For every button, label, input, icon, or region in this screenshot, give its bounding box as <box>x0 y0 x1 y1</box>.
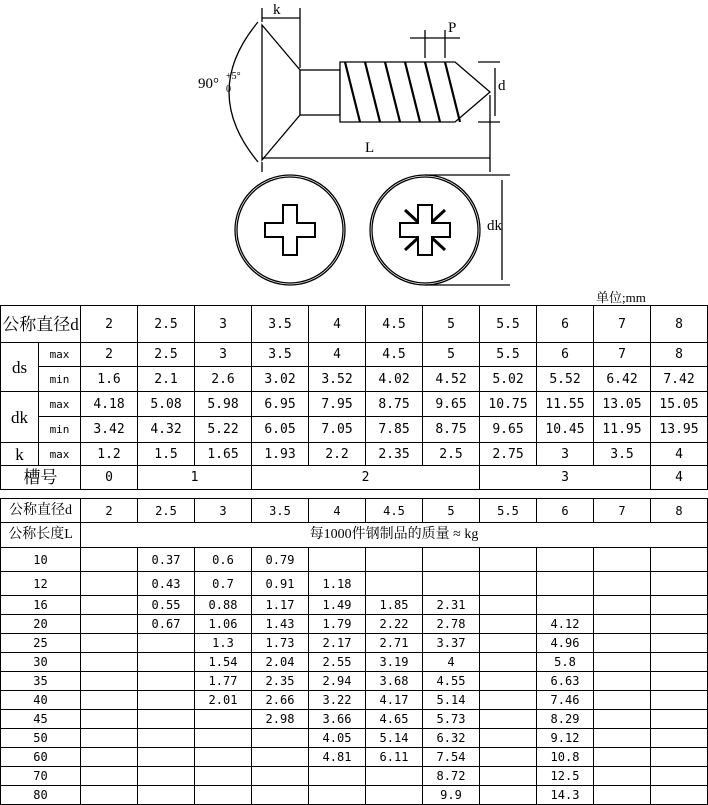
mass-cell <box>366 548 423 572</box>
ds-min-cell: 6.42 <box>594 367 651 392</box>
mass-cell: 2.55 <box>309 653 366 672</box>
diameter-cell: 2.5 <box>138 499 195 523</box>
dk-max-cell: 15.05 <box>651 392 708 417</box>
mass-cell <box>480 572 537 596</box>
mass-cell <box>594 653 651 672</box>
p-label: P <box>448 20 457 36</box>
table-row <box>1 596 708 615</box>
mass-cell: 3.68 <box>366 672 423 691</box>
k-max-cell: 1.65 <box>195 443 252 466</box>
table-row <box>1 417 708 443</box>
mass-cell: 1.77 <box>195 672 252 691</box>
mass-cell <box>594 729 651 748</box>
mass-cell <box>81 596 138 615</box>
mass-cell: 0.67 <box>138 615 195 634</box>
mass-cell: 2.35 <box>252 672 309 691</box>
diameter-cell: 6 <box>537 306 594 343</box>
mass-cell <box>366 786 423 805</box>
mass-cell <box>138 767 195 786</box>
mass-cell <box>81 767 138 786</box>
k-max-cell: 4 <box>651 443 708 466</box>
mass-cell: 3.37 <box>423 634 480 653</box>
slot-number-cell: 4 <box>651 466 708 490</box>
diameter-cell: 2 <box>81 499 138 523</box>
ds-min-cell: 2.6 <box>195 367 252 392</box>
ds-max-cell: 8 <box>651 343 708 367</box>
mass-cell <box>651 615 708 634</box>
mass-cell <box>480 634 537 653</box>
ds-max-cell: 6 <box>537 343 594 367</box>
mass-cell: 6.11 <box>366 748 423 767</box>
dk-max-cell: 8.75 <box>366 392 423 417</box>
diameter-cell: 5 <box>423 306 480 343</box>
dk-max-cell: 6.95 <box>252 392 309 417</box>
mass-cell: 6.32 <box>423 729 480 748</box>
mass-cell <box>81 786 138 805</box>
mass-cell <box>309 767 366 786</box>
mass-cell: 5.14 <box>423 691 480 710</box>
mass-cell: 7.54 <box>423 748 480 767</box>
mass-cell <box>366 767 423 786</box>
mass-cell <box>252 786 309 805</box>
table-row <box>1 306 708 343</box>
mass-cell: 2.94 <box>309 672 366 691</box>
table-row <box>1 367 708 392</box>
nominal-diameter-header: 公称直径d <box>1 499 81 523</box>
k-max-cell: 3 <box>537 443 594 466</box>
l-label: L <box>365 140 375 156</box>
mass-cell: 1.18 <box>309 572 366 596</box>
mass-cell <box>480 548 537 572</box>
mass-cell: 0.55 <box>138 596 195 615</box>
mass-cell <box>366 572 423 596</box>
mass-cell <box>423 572 480 596</box>
table-row <box>1 767 708 786</box>
dk-min-cell: 8.75 <box>423 417 480 443</box>
mass-cell <box>651 653 708 672</box>
dk-label: dk <box>487 218 502 234</box>
mass-cell: 3.22 <box>309 691 366 710</box>
ds-max-cell: 5.5 <box>480 343 537 367</box>
table-row <box>1 748 708 767</box>
table-row <box>1 653 708 672</box>
mass-cell <box>138 710 195 729</box>
ds-min-cell: 1.6 <box>81 367 138 392</box>
ds-max-cell: 4.5 <box>366 343 423 367</box>
mass-cell: 5.8 <box>537 653 594 672</box>
mass-cell <box>594 548 651 572</box>
slot-number-label: 槽号 <box>1 466 81 490</box>
mass-cell <box>480 615 537 634</box>
min-label: min <box>39 367 81 392</box>
ds-max-cell: 5 <box>423 343 480 367</box>
diameter-cell: 5.5 <box>480 306 537 343</box>
dk-min-cell: 11.95 <box>594 417 651 443</box>
diameter-cell: 4 <box>309 306 366 343</box>
dk-min-cell: 10.45 <box>537 417 594 443</box>
diameter-cell: 4.5 <box>366 306 423 343</box>
max-label: max <box>39 443 81 466</box>
mass-cell <box>651 596 708 615</box>
table-row <box>1 466 708 490</box>
length-cell: 35 <box>1 672 81 691</box>
mass-cell <box>651 767 708 786</box>
dk-min-cell: 5.22 <box>195 417 252 443</box>
mass-cell <box>594 572 651 596</box>
mass-cell: 8.72 <box>423 767 480 786</box>
diameter-cell: 5 <box>423 499 480 523</box>
diameter-cell: 3 <box>195 499 252 523</box>
ds-min-cell: 5.02 <box>480 367 537 392</box>
length-cell: 80 <box>1 786 81 805</box>
mass-cell <box>252 748 309 767</box>
ds-min-cell: 3.02 <box>252 367 309 392</box>
table-row <box>1 523 708 548</box>
mass-cell: 10.8 <box>537 748 594 767</box>
mass-cell: 4.96 <box>537 634 594 653</box>
mass-cell: 4.65 <box>366 710 423 729</box>
length-cell: 40 <box>1 691 81 710</box>
k-max-cell: 2.75 <box>480 443 537 466</box>
mass-cell <box>81 672 138 691</box>
mass-cell <box>651 748 708 767</box>
dk-min-cell: 7.05 <box>309 417 366 443</box>
mass-cell: 1.43 <box>252 615 309 634</box>
table-row <box>1 729 708 748</box>
mass-cell: 2.71 <box>366 634 423 653</box>
angle-tol-plus: +5° <box>226 71 241 82</box>
angle-label: 90° <box>198 76 219 92</box>
table-row <box>1 691 708 710</box>
unit-label: 单位;mm <box>596 290 646 305</box>
mass-cell: 5.14 <box>366 729 423 748</box>
mass-cell <box>309 548 366 572</box>
mass-cell: 2.78 <box>423 615 480 634</box>
length-cell: 20 <box>1 615 81 634</box>
length-cell: 30 <box>1 653 81 672</box>
mass-cell <box>594 710 651 729</box>
mass-cell: 12.5 <box>537 767 594 786</box>
table-row <box>1 392 708 417</box>
dk-max-cell: 5.98 <box>195 392 252 417</box>
mass-cell: 1.79 <box>309 615 366 634</box>
diameter-cell: 2 <box>81 306 138 343</box>
dk-min-cell: 9.65 <box>480 417 537 443</box>
length-cell: 25 <box>1 634 81 653</box>
table-row <box>1 710 708 729</box>
dimension-table <box>0 305 708 490</box>
mass-cell <box>138 786 195 805</box>
mass-cell: 0.43 <box>138 572 195 596</box>
max-label: max <box>39 392 81 417</box>
mass-cell <box>594 767 651 786</box>
max-label: max <box>39 343 81 367</box>
slot-number-cell: 1 <box>138 466 252 490</box>
mass-cell <box>195 710 252 729</box>
dk-min-cell: 13.95 <box>651 417 708 443</box>
ds-min-cell: 7.42 <box>651 367 708 392</box>
table-row <box>1 499 708 523</box>
ds-max-cell: 2 <box>81 343 138 367</box>
mass-cell <box>480 748 537 767</box>
mass-cell <box>480 710 537 729</box>
dk-label: dk <box>1 392 39 443</box>
ds-max-cell: 2.5 <box>138 343 195 367</box>
mass-cell: 1.49 <box>309 596 366 615</box>
table-row <box>1 548 708 572</box>
mass-cell <box>81 615 138 634</box>
mass-cell: 0.37 <box>138 548 195 572</box>
mass-cell <box>252 729 309 748</box>
mass-cell: 2.22 <box>366 615 423 634</box>
mass-cell: 4.81 <box>309 748 366 767</box>
mass-cell: 4.05 <box>309 729 366 748</box>
dk-min-cell: 7.85 <box>366 417 423 443</box>
diameter-cell: 5.5 <box>480 499 537 523</box>
mass-cell <box>309 786 366 805</box>
mass-cell: 1.17 <box>252 596 309 615</box>
nominal-length-header: 公称长度L <box>1 523 81 548</box>
nominal-diameter-header: 公称直径d <box>1 306 81 343</box>
mass-cell <box>537 572 594 596</box>
mass-cell <box>138 691 195 710</box>
mass-cell: 0.88 <box>195 596 252 615</box>
mass-caption: 每1000件钢制品的质量 ≈ kg <box>81 523 708 548</box>
mass-cell <box>537 596 594 615</box>
ds-min-cell: 3.52 <box>309 367 366 392</box>
mass-cell <box>195 767 252 786</box>
mass-cell <box>81 691 138 710</box>
mass-cell <box>480 672 537 691</box>
mass-cell <box>651 634 708 653</box>
mass-cell <box>480 729 537 748</box>
mass-cell <box>81 710 138 729</box>
slot-number-cell: 0 <box>81 466 138 490</box>
mass-cell: 8.29 <box>537 710 594 729</box>
mass-cell <box>195 729 252 748</box>
mass-cell <box>594 596 651 615</box>
diameter-cell: 6 <box>537 499 594 523</box>
diameter-cell: 3.5 <box>252 306 309 343</box>
length-cell: 70 <box>1 767 81 786</box>
mass-cell <box>651 786 708 805</box>
dk-min-cell: 6.05 <box>252 417 309 443</box>
table-row <box>1 343 708 367</box>
mass-cell: 0.79 <box>252 548 309 572</box>
mass-cell <box>81 548 138 572</box>
mass-cell: 4 <box>423 653 480 672</box>
mass-cell: 4.55 <box>423 672 480 691</box>
mass-cell: 2.01 <box>195 691 252 710</box>
mass-cell <box>480 786 537 805</box>
k-max-cell: 1.93 <box>252 443 309 466</box>
diameter-cell: 7 <box>594 499 651 523</box>
mass-cell <box>651 572 708 596</box>
ds-max-cell: 4 <box>309 343 366 367</box>
mass-cell: 3.19 <box>366 653 423 672</box>
mass-cell: 0.7 <box>195 572 252 596</box>
length-cell: 16 <box>1 596 81 615</box>
length-cell: 45 <box>1 710 81 729</box>
mass-cell: 5.73 <box>423 710 480 729</box>
mass-cell <box>81 634 138 653</box>
mass-cell: 0.91 <box>252 572 309 596</box>
k-max-cell: 2.2 <box>309 443 366 466</box>
dk-min-cell: 4.32 <box>138 417 195 443</box>
mass-cell <box>195 748 252 767</box>
k-max-cell: 1.2 <box>81 443 138 466</box>
mass-cell <box>423 548 480 572</box>
mass-cell <box>480 691 537 710</box>
slot-number-cell: 3 <box>480 466 651 490</box>
dk-max-cell: 9.65 <box>423 392 480 417</box>
mass-cell <box>594 786 651 805</box>
mass-cell <box>138 653 195 672</box>
length-cell: 60 <box>1 748 81 767</box>
slot-number-cell: 2 <box>252 466 480 490</box>
mass-cell <box>594 748 651 767</box>
mass-cell: 3.66 <box>309 710 366 729</box>
mass-cell <box>594 634 651 653</box>
dk-max-cell: 4.18 <box>81 392 138 417</box>
mass-cell: 7.46 <box>537 691 594 710</box>
table-row <box>1 572 708 596</box>
table-row <box>1 443 708 466</box>
mass-cell <box>480 596 537 615</box>
mass-cell: 2.66 <box>252 691 309 710</box>
screw-drawing <box>0 0 708 290</box>
dk-max-cell: 13.05 <box>594 392 651 417</box>
mass-cell: 1.54 <box>195 653 252 672</box>
table-row <box>1 615 708 634</box>
mass-cell <box>195 786 252 805</box>
k-max-cell: 2.35 <box>366 443 423 466</box>
mass-cell: 2.17 <box>309 634 366 653</box>
mass-cell: 0.6 <box>195 548 252 572</box>
mass-cell: 9.9 <box>423 786 480 805</box>
mass-cell <box>594 691 651 710</box>
dk-max-cell: 5.08 <box>138 392 195 417</box>
dk-min-cell: 3.42 <box>81 417 138 443</box>
mass-cell: 4.17 <box>366 691 423 710</box>
mass-cell <box>537 548 594 572</box>
d-label: d <box>498 78 506 94</box>
length-cell: 10 <box>1 548 81 572</box>
mass-cell: 9.12 <box>537 729 594 748</box>
mass-cell <box>138 634 195 653</box>
mass-cell <box>138 729 195 748</box>
mass-cell <box>651 729 708 748</box>
mass-cell <box>651 672 708 691</box>
diameter-cell: 2.5 <box>138 306 195 343</box>
mass-cell: 6.63 <box>537 672 594 691</box>
mass-cell: 1.3 <box>195 634 252 653</box>
angle-tol-minus: 0 <box>226 84 231 95</box>
mass-cell: 1.73 <box>252 634 309 653</box>
ds-min-cell: 4.02 <box>366 367 423 392</box>
mass-cell <box>651 548 708 572</box>
mass-cell <box>480 767 537 786</box>
mass-cell: 4.12 <box>537 615 594 634</box>
length-cell: 12 <box>1 572 81 596</box>
diameter-cell: 7 <box>594 306 651 343</box>
diameter-cell: 3.5 <box>252 499 309 523</box>
diameter-cell: 8 <box>651 499 708 523</box>
table-row <box>1 786 708 805</box>
length-cell: 50 <box>1 729 81 748</box>
k-max-cell: 1.5 <box>138 443 195 466</box>
mass-cell: 2.31 <box>423 596 480 615</box>
mass-cell: 2.98 <box>252 710 309 729</box>
mass-cell <box>81 748 138 767</box>
dk-max-cell: 10.75 <box>480 392 537 417</box>
k-label: k <box>1 443 39 466</box>
mass-cell: 2.04 <box>252 653 309 672</box>
diameter-cell: 4 <box>309 499 366 523</box>
diameter-cell: 4.5 <box>366 499 423 523</box>
ds-max-cell: 7 <box>594 343 651 367</box>
mass-cell <box>81 653 138 672</box>
mass-cell <box>651 710 708 729</box>
mass-cell: 14.3 <box>537 786 594 805</box>
ds-max-cell: 3 <box>195 343 252 367</box>
dk-max-cell: 7.95 <box>309 392 366 417</box>
mass-cell: 1.06 <box>195 615 252 634</box>
mass-cell <box>81 572 138 596</box>
ds-min-cell: 5.52 <box>537 367 594 392</box>
ds-label: ds <box>1 343 39 392</box>
mass-cell <box>81 729 138 748</box>
table-row <box>1 634 708 653</box>
ds-max-cell: 3.5 <box>252 343 309 367</box>
mass-table <box>0 498 708 805</box>
mass-cell <box>252 767 309 786</box>
dk-max-cell: 11.55 <box>537 392 594 417</box>
mass-cell <box>138 672 195 691</box>
table-row <box>1 672 708 691</box>
ds-min-cell: 4.52 <box>423 367 480 392</box>
mass-cell <box>651 691 708 710</box>
mass-cell <box>480 653 537 672</box>
diameter-cell: 3 <box>195 306 252 343</box>
mass-cell <box>594 615 651 634</box>
k-label: k <box>273 2 281 18</box>
mass-cell: 1.85 <box>366 596 423 615</box>
k-max-cell: 2.5 <box>423 443 480 466</box>
mass-cell <box>594 672 651 691</box>
ds-min-cell: 2.1 <box>138 367 195 392</box>
diameter-cell: 8 <box>651 306 708 343</box>
mass-cell <box>138 748 195 767</box>
min-label: min <box>39 417 81 443</box>
k-max-cell: 3.5 <box>594 443 651 466</box>
